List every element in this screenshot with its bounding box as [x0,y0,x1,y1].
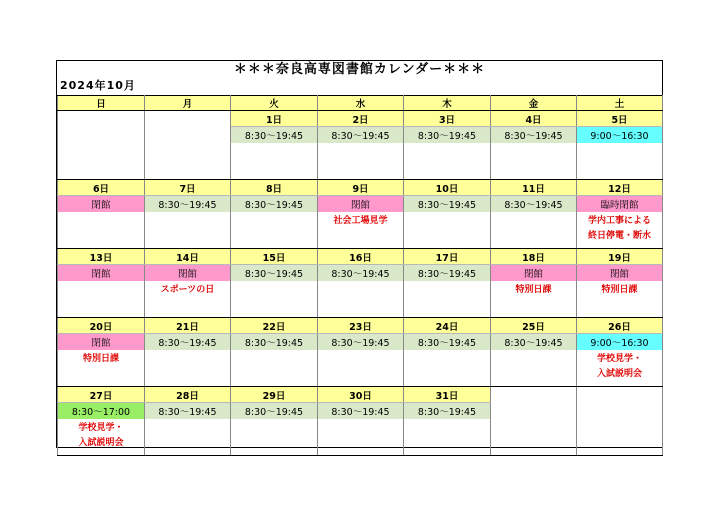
day-note-text: 学校見学・ 入試説明会 [596,354,642,379]
week-date-row [58,180,663,196]
day-note-cell [491,212,577,249]
weekday-header-thu: 木 [404,96,491,111]
day-date-cell: 16日 [318,249,404,265]
day-hours-cell: 閉館 [145,265,231,282]
day-date-cell: 23日 [318,318,404,334]
week-date-row [58,111,663,127]
day-note-text: 特別日課 [515,285,552,295]
day-note-cell [404,419,491,456]
day-note-cell [58,281,145,318]
day-date-cell: 18日 [491,249,577,265]
day-note-cell [58,419,145,456]
day-note-cell [404,350,491,387]
calendar-sheet [56,60,663,448]
day-note-cell [577,419,663,456]
day-date-cell: 1日 [231,111,318,127]
day-date-cell: 11日 [491,180,577,196]
day-hours-cell: 8:30～19:45 [318,334,404,351]
day-date-cell: 14日 [145,249,231,265]
day-date-cell: 7日 [145,180,231,196]
day-hours-cell: 8:30～19:45 [404,265,491,282]
weekday-header-sun: 日 [58,96,145,111]
day-hours-cell: 8:30～19:45 [231,403,318,420]
day-note-cell [231,281,318,318]
day-date-cell: 3日 [404,111,491,127]
week-hours-row [58,127,663,144]
day-date-cell: 25日 [491,318,577,334]
day-hours-cell: 8:30～19:45 [231,265,318,282]
day-note-cell [404,143,491,180]
week-hours-row [58,403,663,420]
day-note-cell [231,350,318,387]
day-note-cell [145,419,231,456]
day-hours-cell: 閉館 [491,265,577,282]
day-hours-cell: 閉館 [58,196,145,213]
day-note-cell [491,281,577,318]
day-date-cell [145,111,231,127]
day-date-cell [577,387,663,403]
weekday-header-fri: 金 [491,96,577,111]
day-note-text: 特別日課 [601,285,638,295]
day-date-cell: 27日 [58,387,145,403]
day-hours-cell: 臨時閉館 [577,196,663,213]
day-note-cell [404,281,491,318]
day-note-cell [318,281,404,318]
day-note-cell [577,212,663,249]
day-note-cell [318,143,404,180]
week-note-row [58,419,663,456]
day-note-cell [491,419,577,456]
day-note-cell [577,281,663,318]
weekday-header-tue: 火 [231,96,318,111]
weekday-header-row [58,96,663,111]
day-date-cell [491,387,577,403]
day-hours-cell: 8:30～19:45 [318,127,404,144]
week-note-row [58,143,663,180]
day-date-cell: 17日 [404,249,491,265]
day-note-text: 学内工事による 終日停電・断水 [587,216,651,241]
day-date-cell: 29日 [231,387,318,403]
day-note-cell [145,143,231,180]
week-hours-row [58,334,663,351]
month-label: 2024年10月 [60,79,136,92]
calendar-title: ＊＊＊奈良高専図書館カレンダー＊＊＊ [233,62,486,77]
day-note-cell [318,350,404,387]
day-hours-cell [491,403,577,420]
day-hours-cell: 8:30～19:45 [404,334,491,351]
day-hours-cell [577,403,663,420]
week-note-row [58,281,663,318]
day-hours-cell: 8:30～19:45 [318,265,404,282]
day-date-cell: 5日 [577,111,663,127]
day-hours-cell: 8:30～19:45 [491,127,577,144]
day-date-cell: 8日 [231,180,318,196]
week-note-row [58,212,663,249]
day-hours-cell: 8:30～19:45 [404,127,491,144]
day-hours-cell: 8:30～19:45 [404,196,491,213]
day-date-cell: 20日 [58,318,145,334]
day-hours-cell: 9:00～16:30 [577,127,663,144]
day-note-cell [318,419,404,456]
day-date-cell: 26日 [577,318,663,334]
day-hours-cell: 8:30～19:45 [231,334,318,351]
day-date-cell: 10日 [404,180,491,196]
day-note-cell [58,212,145,249]
day-date-cell: 30日 [318,387,404,403]
day-note-cell [231,143,318,180]
day-date-cell: 2日 [318,111,404,127]
day-note-text: スポーツの日 [160,285,215,295]
day-hours-cell: 8:30～19:45 [145,403,231,420]
day-note-cell [145,281,231,318]
week-date-row [58,249,663,265]
day-hours-cell [145,127,231,144]
day-hours-cell: 8:30～19:45 [145,196,231,213]
day-date-cell: 28日 [145,387,231,403]
week-note-row [58,350,663,387]
day-note-text: 学校見学・ 入試説明会 [78,423,124,448]
day-hours-cell [58,127,145,144]
day-date-cell: 19日 [577,249,663,265]
day-date-cell: 12日 [577,180,663,196]
day-note-cell [231,419,318,456]
week-hours-row [58,265,663,282]
weekday-header-wed: 水 [318,96,404,111]
day-note-cell [231,212,318,249]
day-note-cell [577,143,663,180]
day-hours-cell: 8:30～17:00 [58,403,145,420]
day-note-cell [145,212,231,249]
day-hours-cell: 閉館 [577,265,663,282]
day-date-cell: 13日 [58,249,145,265]
day-date-cell: 31日 [404,387,491,403]
day-note-cell [404,212,491,249]
week-hours-row [58,196,663,213]
calendar-table [57,95,663,456]
day-hours-cell: 8:30～19:45 [145,334,231,351]
weekday-header-mon: 月 [145,96,231,111]
day-hours-cell: 8:30～19:45 [491,334,577,351]
day-date-cell: 24日 [404,318,491,334]
day-note-cell [577,350,663,387]
day-date-cell: 15日 [231,249,318,265]
day-hours-cell: 閉館 [58,265,145,282]
day-hours-cell: 9:00～16:30 [577,334,663,351]
day-date-cell: 21日 [145,318,231,334]
day-date-cell: 6日 [58,180,145,196]
day-note-cell [491,143,577,180]
day-note-cell [58,143,145,180]
day-hours-cell: 8:30～19:45 [404,403,491,420]
day-note-cell [58,350,145,387]
day-note-cell [491,350,577,387]
day-note-cell [145,350,231,387]
day-note-text: 特別日課 [82,354,119,364]
day-date-cell: 4日 [491,111,577,127]
day-note-text: 社会工場見学 [333,216,388,226]
day-hours-cell: 8:30～19:45 [491,196,577,213]
day-date-cell: 9日 [318,180,404,196]
day-date-cell [58,111,145,127]
day-hours-cell: 8:30～19:45 [318,403,404,420]
day-date-cell: 22日 [231,318,318,334]
day-hours-cell: 閉館 [318,196,404,213]
week-date-row [58,318,663,334]
weekday-header-sat: 土 [577,96,663,111]
day-hours-cell: 8:30～19:45 [231,127,318,144]
day-hours-cell: 8:30～19:45 [231,196,318,213]
day-hours-cell: 閉館 [58,334,145,351]
day-note-cell [318,212,404,249]
week-date-row [58,387,663,403]
